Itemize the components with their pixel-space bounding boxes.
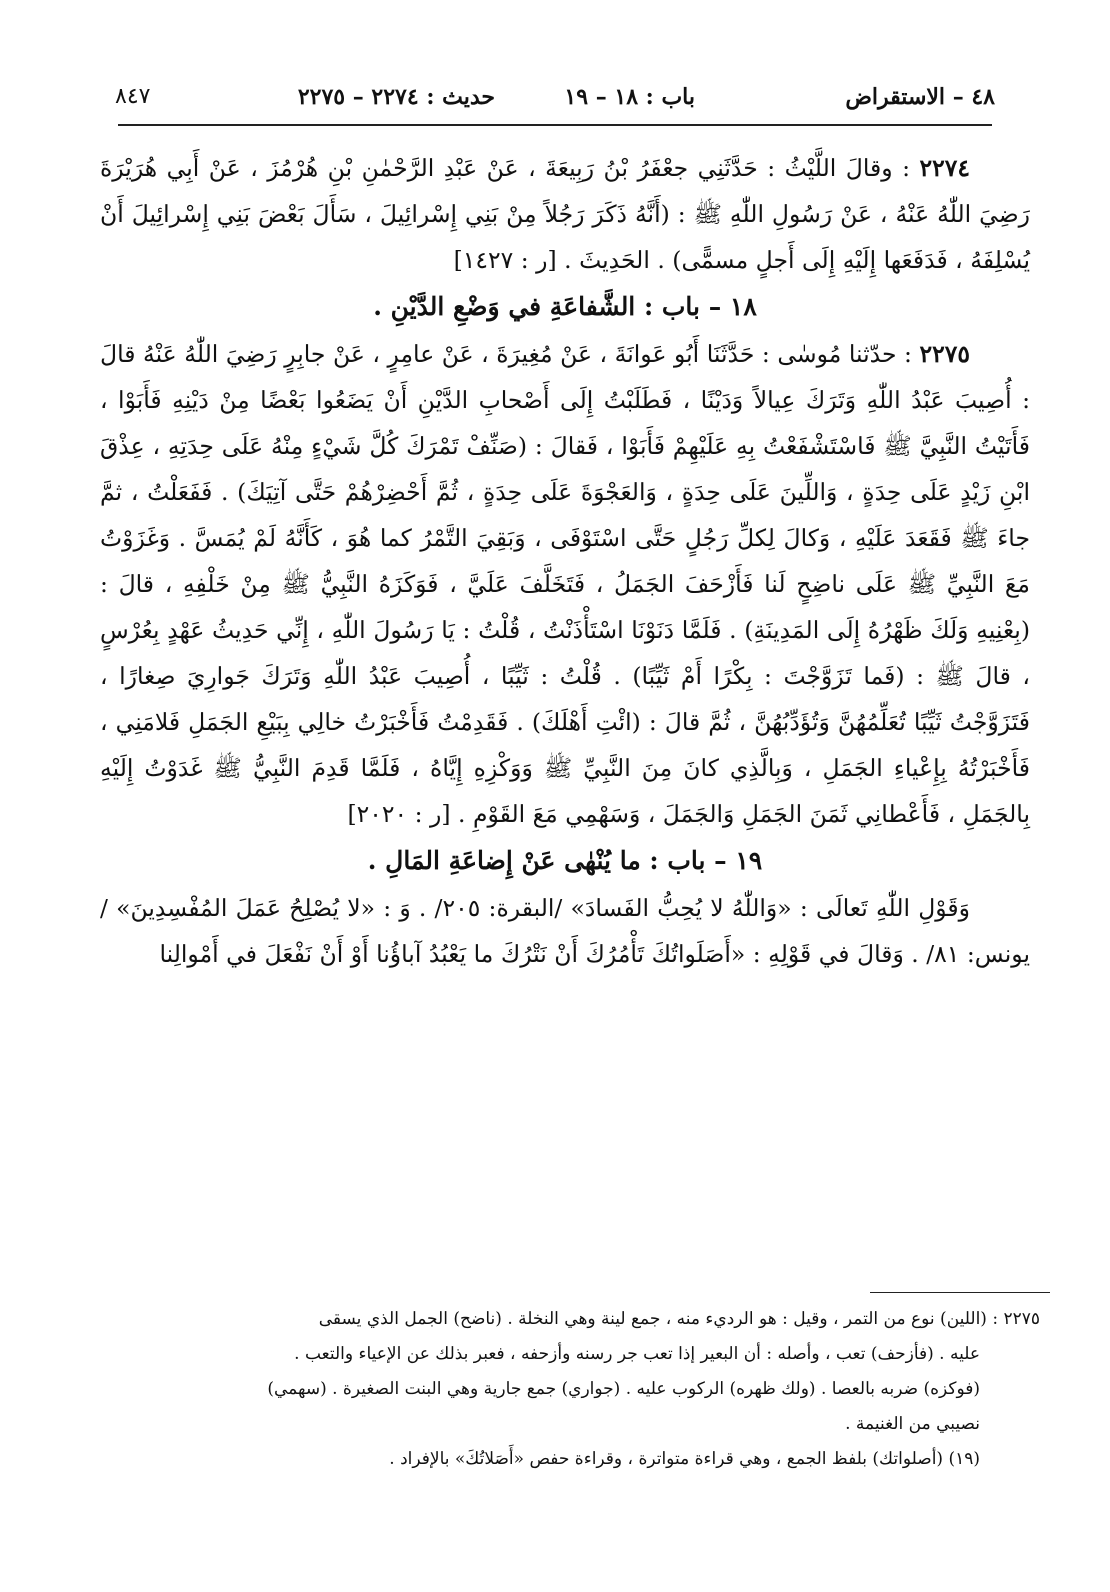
footnote-line: عليه . (فأزحف) تعب ، وأصله : أن البعير إذا تعب جر رسنه وأزحفه ، فعبر بذلك عن الإعياء والتعب . <box>294 1344 980 1364</box>
footnote-line: (١٩) (أصلواتك) بلفظ الجمع ، وهي قراءة متواترة ، وقراءة حفص «أَصَلاتُكَ» بالإفراد . <box>389 1449 980 1469</box>
hadith-2275 <box>100 331 1030 837</box>
footnote-line: ٢٢٧٥ : (اللين) نوع من التمر ، وقيل : هو الرديء منه ، جمع لينة وهي النخلة . (ناضح) الجمل الذي يسقى <box>318 1309 1040 1329</box>
hadith-text: : وقالَ اللَّيْثُ : حَدَّثَنِي جعْفَرُ بْنُ رَبِيعَةَ ، عَنْ عَبْدِ الرَّحْمٰنِ بْنِ هُرْمُزَ ، عَنْ أَبِي هُرَيْرَةَ رَضِيَ اللّٰهُ عَنْهُ ، عَنْ رَسُولِ اللّٰهِ ﷺ : (أَنَّهُ ذَكَرَ رَجُلاً مِنْ بَنِي إِسْرائِيلَ ، سَأَلَ بَعْضَ بَنِي إِسْرائِيلَ أَنْ يُسْلِفَهُ ، فَدَفَعَها إِلَيْهِ إِلَى أَجلٍ مسمًّى) . الحَدِيثَ . [ر : ١٤٢٧] <box>100 154 1030 274</box>
hadith-text: : حدّثنا مُوسٰى : حَدَّثَنَا أَبُو عَوانَةَ ، عَنْ مُغِيرَةَ ، عَنْ عامِرٍ ، عَنْ جابِرٍ رَضِيَ اللّٰهُ عَنْهُ قالَ : أُصِيبَ عَبْدُ اللّٰهِ وَتَرَكَ عِيالاً وَدَيْنًا ، فَطَلَبْتُ إِلَى أَصْحابِ الدَّيْنِ أَنْ يَضَعُوا بَعْضًا مِنْ دَيْنِهِ فَأَبَوْا ، فَأَتَيْتُ النَّبِيَّ ﷺ فَاسْتَشْفَعْتُ بِهِ عَلَيْهِمْ فَأَبَوْا ، فَقالَ : (صَنِّفْ تَمْرَكَ كُلَّ شَيْءٍ مِنْهُ عَلَى حِدَتِهِ ، عِذْقَ ابْنِ زَيْدٍ عَلَى حِدَةٍ ، وَاللِّينَ عَلَى حِدَةٍ ، وَالعَجْوَةَ عَلَى حِدَةٍ ، ثُمَّ أَحْضِرْهُمْ حَتَّى آتِيَكَ) . فَفَعَلْتُ ، ثمَّ جاءَ ﷺ فَقَعَدَ عَلَيْهِ ، وَكالَ لِكلِّ رَجُلٍ حَتَّى اسْتَوْفَى ، وَبَقِيَ التَّمْرُ كما هُوَ ، كَأَنَّهُ لَمْ يُمَسَّ . وَغَزَوْتُ مَعَ النَّبِيِّ ﷺ عَلَى ناضِحٍ لَنا فَأَزْحَفَ الجَمَلُ ، فَتَخَلَّفَ عَلَيَّ ، فَوَكَزَهُ النَّبِيُّ ﷺ مِنْ خَلْفِهِ ، قالَ : (بِعْنِيهِ وَلَكَ ظَهْرُهُ إِلَى المَدِينَةِ) . فَلَمَّا دَنَوْنَا اسْتَأْذَنْتُ ، قُلْتُ : يَا رَسُولَ اللّٰهِ ، إِنِّي حَدِيثُ عَهْدٍ بِعُرْسٍ ، قالَ ﷺ : (فَما تَزَوَّجْتَ : بِكْرًا أَمْ ثَيِّبًا) . قُلْتُ : ثَيِّبًا ، أُصِيبَ عَبْدُ اللّٰهِ وَتَرَكَ جَوارِيَ صِغارًا ، فَتَزَوَّجْتُ ثَيِّبًا تُعَلِّمُهُنَّ وَتُؤَدِّبُهُنَّ ، ثُمَّ قالَ : (ائْتِ أَهْلَكَ) . فَقَدِمْتُ فَأَخْبَرْتُ خالِي بِبَيْعِ الجَمَلِ فَلامَنِي ، فَأَخْبَرْتُهُ بِإِعْياءِ الجَمَلِ ، وَبِالَّذِي كانَ مِنَ النَّبِيِّ ﷺ وَوَكْزِهِ إِيَّاهُ ، فَلَمَّا قَدِمَ النَّبِيُّ ﷺ غَدَوْتُ إِلَيْهِ بِالجَمَلِ ، فَأَعْطانِي ثَمَنَ الجَمَلِ وَالجَمَلَ ، وَسَهْمِي مَعَ القَوْمِ . [ر : ٢٠٢٠] <box>100 340 1030 828</box>
footnote-rule <box>870 1292 1050 1293</box>
chapter-title-18: ١٨ – باب : الشَّفاعَةِ في وَضْعِ الدَّيْنِ . <box>373 292 757 321</box>
footnote-line: نصيبي من الغنيمة . <box>845 1414 980 1434</box>
header-hadith: حديث : ٢٢٧٤ – ٢٢٧٥ <box>297 84 495 110</box>
hadith-2274 <box>100 145 1030 283</box>
hadith-number: ٢٢٧٥ <box>919 340 970 368</box>
header-chapter: ٤٨ – الاستقراض <box>845 84 995 110</box>
chapter-title-19: ١٩ – باب : ما يُنْهٰى عَنْ إِضاعَةِ المَالِ . <box>367 846 763 875</box>
footnotes <box>110 1302 1040 1477</box>
header-bab: باب : ١٨ – ١٩ <box>564 84 695 110</box>
page-number: ٨٤٧ <box>115 84 151 109</box>
hadith-number: ٢٢٧٤ <box>919 154 970 182</box>
header-rule <box>118 124 992 126</box>
chapter-19-text: وَقَوْلِ اللّٰهِ تَعالَى : «وَاللّٰهُ لا يُحِبُّ الفَسادَ» /البقرة: ٢٠٥/ . وَ : «لا يُصْلِحُ عَمَلَ المُفْسِدِينَ» /يونس: ٨١/ . وَقالَ في قَوْلِهِ : «أَصَلَواتُكَ تَأْمُرُكَ أَنْ نَتْرُكَ ما يَعْبُدُ آباؤُنا أَوْ أَنْ نَفْعَلَ في أَمْوالِنا <box>100 894 1030 968</box>
running-header <box>95 78 1015 118</box>
footnote-line: (فوكزه) ضربه بالعصا . (ولك ظهره) الركوب عليه . (جواري) جمع جارية وهي البنت الصغيرة . (سهمي) <box>267 1379 980 1399</box>
main-text <box>100 145 1030 977</box>
